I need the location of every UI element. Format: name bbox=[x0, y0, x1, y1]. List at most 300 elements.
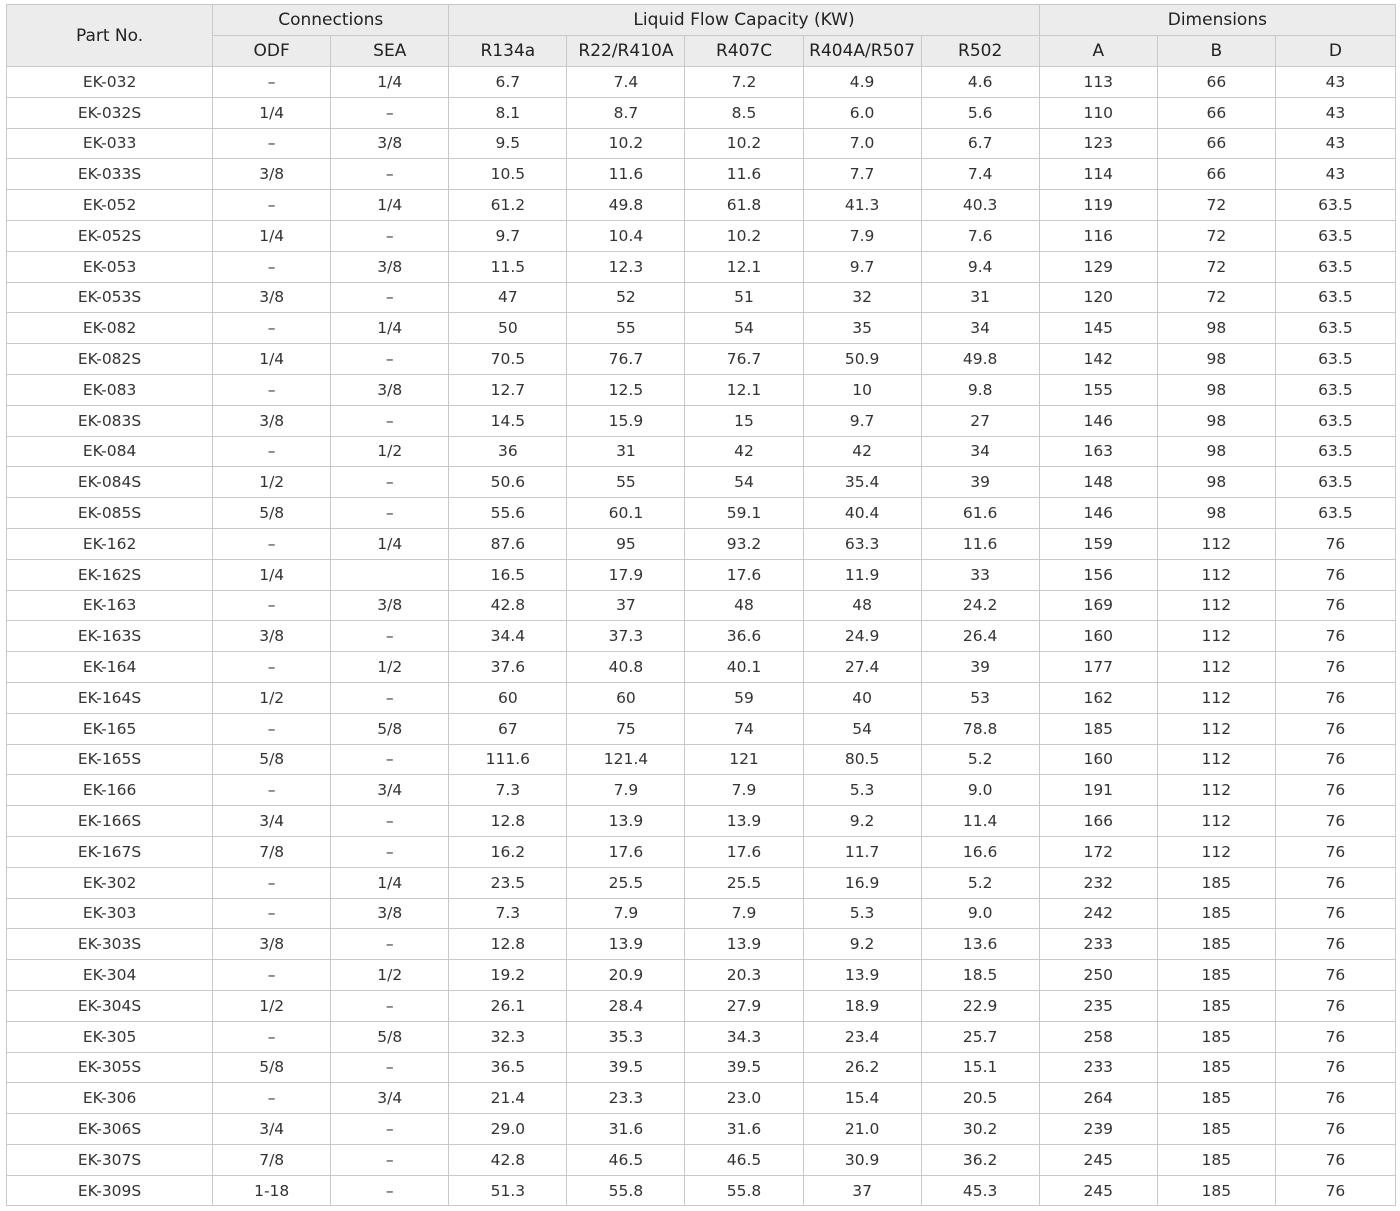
table-row bbox=[7, 159, 1396, 190]
r502-cell: 34 bbox=[921, 313, 1039, 344]
r404a-r507-cell: 80.5 bbox=[803, 744, 921, 775]
r407c-cell: 42 bbox=[685, 436, 803, 467]
r502-cell: 49.8 bbox=[921, 344, 1039, 375]
odf-cell: 5/8 bbox=[213, 498, 331, 529]
r502-cell: 31 bbox=[921, 282, 1039, 313]
odf-cell: – bbox=[213, 128, 331, 159]
dim-d-cell: 76 bbox=[1275, 867, 1395, 898]
table-row bbox=[7, 1021, 1396, 1052]
odf-cell: – bbox=[213, 1083, 331, 1114]
sea-cell: – bbox=[331, 806, 449, 837]
r502-cell: 22.9 bbox=[921, 990, 1039, 1021]
header-row-columns bbox=[7, 36, 1396, 67]
dim-b-cell: 185 bbox=[1157, 1144, 1275, 1175]
table-row bbox=[7, 282, 1396, 313]
r134a-cell: 11.5 bbox=[449, 251, 567, 282]
sea-cell: – bbox=[331, 282, 449, 313]
r407c-cell: 59 bbox=[685, 682, 803, 713]
dim-b-cell: 112 bbox=[1157, 590, 1275, 621]
r134a-cell: 34.4 bbox=[449, 621, 567, 652]
r502-cell: 9.4 bbox=[921, 251, 1039, 282]
spec-table bbox=[6, 4, 1396, 1206]
dim-a-cell: 129 bbox=[1039, 251, 1157, 282]
table-row bbox=[7, 960, 1396, 991]
r22-r410a-cell: 7.9 bbox=[567, 898, 685, 929]
r404a-r507-cell: 9.7 bbox=[803, 405, 921, 436]
sea-cell: – bbox=[331, 621, 449, 652]
r404a-r507-cell: 11.9 bbox=[803, 559, 921, 590]
dim-d-cell: 63.5 bbox=[1275, 436, 1395, 467]
sea-cell: 5/8 bbox=[331, 713, 449, 744]
r407c-cell: 74 bbox=[685, 713, 803, 744]
part-no-cell: EK-166 bbox=[7, 775, 213, 806]
odf-cell: – bbox=[213, 775, 331, 806]
dim-b-cell: 185 bbox=[1157, 1083, 1275, 1114]
dim-a-cell: 114 bbox=[1039, 159, 1157, 190]
r134a-cell: 10.5 bbox=[449, 159, 567, 190]
odf-cell: 1/4 bbox=[213, 559, 331, 590]
dim-d-cell: 76 bbox=[1275, 1052, 1395, 1083]
odf-cell: – bbox=[213, 374, 331, 405]
dim-d-cell: 63.5 bbox=[1275, 405, 1395, 436]
part-no-cell: EK-305 bbox=[7, 1021, 213, 1052]
col-header-r22-r410a: R22/R410A bbox=[567, 36, 685, 67]
sea-cell bbox=[331, 559, 449, 590]
dim-a-cell: 145 bbox=[1039, 313, 1157, 344]
r134a-cell: 12.7 bbox=[449, 374, 567, 405]
odf-cell: – bbox=[213, 436, 331, 467]
r407c-cell: 54 bbox=[685, 467, 803, 498]
r134a-cell: 61.2 bbox=[449, 190, 567, 221]
col-header-dim-b: B bbox=[1157, 36, 1275, 67]
part-no-cell: EK-166S bbox=[7, 806, 213, 837]
group-header-liquid-flow-capacity: Liquid Flow Capacity (KW) bbox=[449, 5, 1039, 36]
r502-cell: 39 bbox=[921, 467, 1039, 498]
odf-cell: 1/2 bbox=[213, 990, 331, 1021]
r134a-cell: 55.6 bbox=[449, 498, 567, 529]
r407c-cell: 7.2 bbox=[685, 67, 803, 98]
r134a-cell: 111.6 bbox=[449, 744, 567, 775]
r502-cell: 18.5 bbox=[921, 960, 1039, 991]
r134a-cell: 29.0 bbox=[449, 1114, 567, 1145]
r22-r410a-cell: 17.6 bbox=[567, 836, 685, 867]
r134a-cell: 8.1 bbox=[449, 97, 567, 128]
r22-r410a-cell: 17.9 bbox=[567, 559, 685, 590]
dim-b-cell: 185 bbox=[1157, 1052, 1275, 1083]
table-row bbox=[7, 1144, 1396, 1175]
sea-cell: 1/4 bbox=[331, 867, 449, 898]
part-no-cell: EK-082 bbox=[7, 313, 213, 344]
r407c-cell: 15 bbox=[685, 405, 803, 436]
dim-d-cell: 63.5 bbox=[1275, 251, 1395, 282]
r22-r410a-cell: 37.3 bbox=[567, 621, 685, 652]
odf-cell: – bbox=[213, 67, 331, 98]
dim-b-cell: 66 bbox=[1157, 97, 1275, 128]
r502-cell: 13.6 bbox=[921, 929, 1039, 960]
r134a-cell: 50.6 bbox=[449, 467, 567, 498]
sea-cell: 1/2 bbox=[331, 436, 449, 467]
r407c-cell: 10.2 bbox=[685, 128, 803, 159]
r502-cell: 9.0 bbox=[921, 775, 1039, 806]
dim-d-cell: 76 bbox=[1275, 836, 1395, 867]
r404a-r507-cell: 18.9 bbox=[803, 990, 921, 1021]
r22-r410a-cell: 8.7 bbox=[567, 97, 685, 128]
part-no-cell: EK-163 bbox=[7, 590, 213, 621]
dim-b-cell: 185 bbox=[1157, 929, 1275, 960]
r407c-cell: 7.9 bbox=[685, 898, 803, 929]
r22-r410a-cell: 121.4 bbox=[567, 744, 685, 775]
odf-cell: 3/4 bbox=[213, 806, 331, 837]
table-row bbox=[7, 128, 1396, 159]
odf-cell: 3/8 bbox=[213, 621, 331, 652]
table-row bbox=[7, 436, 1396, 467]
r22-r410a-cell: 55 bbox=[567, 313, 685, 344]
part-no-cell: EK-032 bbox=[7, 67, 213, 98]
dim-d-cell: 76 bbox=[1275, 960, 1395, 991]
table-row bbox=[7, 374, 1396, 405]
dim-b-cell: 72 bbox=[1157, 190, 1275, 221]
r134a-cell: 16.5 bbox=[449, 559, 567, 590]
dim-d-cell: 76 bbox=[1275, 1083, 1395, 1114]
r404a-r507-cell: 15.4 bbox=[803, 1083, 921, 1114]
dim-d-cell: 76 bbox=[1275, 775, 1395, 806]
dim-d-cell: 63.5 bbox=[1275, 220, 1395, 251]
r22-r410a-cell: 46.5 bbox=[567, 1144, 685, 1175]
part-no-cell: EK-052 bbox=[7, 190, 213, 221]
r22-r410a-cell: 13.9 bbox=[567, 806, 685, 837]
sea-cell: – bbox=[331, 1114, 449, 1145]
dim-a-cell: 142 bbox=[1039, 344, 1157, 375]
odf-cell: 1/4 bbox=[213, 344, 331, 375]
r407c-cell: 7.9 bbox=[685, 775, 803, 806]
r407c-cell: 13.9 bbox=[685, 929, 803, 960]
dim-d-cell: 43 bbox=[1275, 128, 1395, 159]
dim-d-cell: 76 bbox=[1275, 559, 1395, 590]
table-row bbox=[7, 836, 1396, 867]
table-row bbox=[7, 744, 1396, 775]
r404a-r507-cell: 7.7 bbox=[803, 159, 921, 190]
odf-cell: – bbox=[213, 652, 331, 683]
r502-cell: 53 bbox=[921, 682, 1039, 713]
part-no-cell: EK-165S bbox=[7, 744, 213, 775]
r407c-cell: 55.8 bbox=[685, 1175, 803, 1206]
r134a-cell: 47 bbox=[449, 282, 567, 313]
odf-cell: 5/8 bbox=[213, 1052, 331, 1083]
dim-b-cell: 185 bbox=[1157, 867, 1275, 898]
part-no-cell: EK-304 bbox=[7, 960, 213, 991]
r502-cell: 27 bbox=[921, 405, 1039, 436]
dim-a-cell: 123 bbox=[1039, 128, 1157, 159]
r22-r410a-cell: 49.8 bbox=[567, 190, 685, 221]
r407c-cell: 11.6 bbox=[685, 159, 803, 190]
table-row bbox=[7, 1114, 1396, 1145]
part-no-cell: EK-053 bbox=[7, 251, 213, 282]
r407c-cell: 27.9 bbox=[685, 990, 803, 1021]
part-no-cell: EK-306 bbox=[7, 1083, 213, 1114]
table-row bbox=[7, 528, 1396, 559]
table-body bbox=[7, 67, 1396, 1206]
odf-cell: – bbox=[213, 528, 331, 559]
table-row bbox=[7, 590, 1396, 621]
odf-cell: – bbox=[213, 1021, 331, 1052]
r404a-r507-cell: 41.3 bbox=[803, 190, 921, 221]
dim-a-cell: 185 bbox=[1039, 713, 1157, 744]
part-no-cell: EK-304S bbox=[7, 990, 213, 1021]
r134a-cell: 67 bbox=[449, 713, 567, 744]
table-row bbox=[7, 1175, 1396, 1206]
r502-cell: 11.6 bbox=[921, 528, 1039, 559]
dim-b-cell: 112 bbox=[1157, 713, 1275, 744]
r407c-cell: 23.0 bbox=[685, 1083, 803, 1114]
r134a-cell: 16.2 bbox=[449, 836, 567, 867]
r134a-cell: 32.3 bbox=[449, 1021, 567, 1052]
r22-r410a-cell: 40.8 bbox=[567, 652, 685, 683]
sea-cell: – bbox=[331, 929, 449, 960]
sea-cell: 1/4 bbox=[331, 190, 449, 221]
r22-r410a-cell: 55 bbox=[567, 467, 685, 498]
table-row bbox=[7, 344, 1396, 375]
r502-cell: 6.7 bbox=[921, 128, 1039, 159]
r502-cell: 61.6 bbox=[921, 498, 1039, 529]
dim-b-cell: 98 bbox=[1157, 436, 1275, 467]
dim-b-cell: 112 bbox=[1157, 559, 1275, 590]
sea-cell: 3/8 bbox=[331, 251, 449, 282]
dim-d-cell: 63.5 bbox=[1275, 313, 1395, 344]
r502-cell: 11.4 bbox=[921, 806, 1039, 837]
dim-a-cell: 264 bbox=[1039, 1083, 1157, 1114]
r404a-r507-cell: 50.9 bbox=[803, 344, 921, 375]
r22-r410a-cell: 55.8 bbox=[567, 1175, 685, 1206]
r502-cell: 36.2 bbox=[921, 1144, 1039, 1175]
r407c-cell: 31.6 bbox=[685, 1114, 803, 1145]
sea-cell: – bbox=[331, 990, 449, 1021]
dim-a-cell: 239 bbox=[1039, 1114, 1157, 1145]
r404a-r507-cell: 32 bbox=[803, 282, 921, 313]
odf-cell: 3/8 bbox=[213, 282, 331, 313]
part-no-cell: EK-305S bbox=[7, 1052, 213, 1083]
r404a-r507-cell: 54 bbox=[803, 713, 921, 744]
r404a-r507-cell: 26.2 bbox=[803, 1052, 921, 1083]
dim-d-cell: 76 bbox=[1275, 590, 1395, 621]
part-no-cell: EK-052S bbox=[7, 220, 213, 251]
r407c-cell: 93.2 bbox=[685, 528, 803, 559]
odf-cell: – bbox=[213, 590, 331, 621]
r22-r410a-cell: 15.9 bbox=[567, 405, 685, 436]
table-row bbox=[7, 621, 1396, 652]
r404a-r507-cell: 11.7 bbox=[803, 836, 921, 867]
r502-cell: 7.6 bbox=[921, 220, 1039, 251]
part-no-cell: EK-033S bbox=[7, 159, 213, 190]
dim-a-cell: 162 bbox=[1039, 682, 1157, 713]
table-row bbox=[7, 713, 1396, 744]
r22-r410a-cell: 31.6 bbox=[567, 1114, 685, 1145]
r22-r410a-cell: 37 bbox=[567, 590, 685, 621]
r404a-r507-cell: 10 bbox=[803, 374, 921, 405]
dim-a-cell: 235 bbox=[1039, 990, 1157, 1021]
odf-cell: – bbox=[213, 867, 331, 898]
sea-cell: – bbox=[331, 467, 449, 498]
r502-cell: 34 bbox=[921, 436, 1039, 467]
r502-cell: 45.3 bbox=[921, 1175, 1039, 1206]
r22-r410a-cell: 10.4 bbox=[567, 220, 685, 251]
dim-d-cell: 76 bbox=[1275, 744, 1395, 775]
dim-a-cell: 245 bbox=[1039, 1144, 1157, 1175]
part-no-cell: EK-302 bbox=[7, 867, 213, 898]
r22-r410a-cell: 13.9 bbox=[567, 929, 685, 960]
col-header-part-no: Part No. bbox=[7, 5, 213, 67]
col-header-r134a: R134a bbox=[449, 36, 567, 67]
sea-cell: 3/8 bbox=[331, 898, 449, 929]
dim-d-cell: 76 bbox=[1275, 990, 1395, 1021]
part-no-cell: EK-162 bbox=[7, 528, 213, 559]
r134a-cell: 26.1 bbox=[449, 990, 567, 1021]
group-header-connections: Connections bbox=[213, 5, 449, 36]
odf-cell: 1/4 bbox=[213, 97, 331, 128]
r502-cell: 26.4 bbox=[921, 621, 1039, 652]
r22-r410a-cell: 11.6 bbox=[567, 159, 685, 190]
r404a-r507-cell: 7.9 bbox=[803, 220, 921, 251]
r404a-r507-cell: 35.4 bbox=[803, 467, 921, 498]
table-row bbox=[7, 775, 1396, 806]
dim-a-cell: 169 bbox=[1039, 590, 1157, 621]
col-header-r407c: R407C bbox=[685, 36, 803, 67]
r404a-r507-cell: 48 bbox=[803, 590, 921, 621]
r502-cell: 5.2 bbox=[921, 867, 1039, 898]
r407c-cell: 34.3 bbox=[685, 1021, 803, 1052]
part-no-cell: EK-032S bbox=[7, 97, 213, 128]
sea-cell: 5/8 bbox=[331, 1021, 449, 1052]
table-row bbox=[7, 313, 1396, 344]
r407c-cell: 12.1 bbox=[685, 251, 803, 282]
dim-d-cell: 76 bbox=[1275, 1144, 1395, 1175]
r407c-cell: 61.8 bbox=[685, 190, 803, 221]
part-no-cell: EK-309S bbox=[7, 1175, 213, 1206]
sea-cell: 3/8 bbox=[331, 590, 449, 621]
r134a-cell: 37.6 bbox=[449, 652, 567, 683]
r134a-cell: 6.7 bbox=[449, 67, 567, 98]
part-no-cell: EK-167S bbox=[7, 836, 213, 867]
sea-cell: 1/4 bbox=[331, 67, 449, 98]
part-no-cell: EK-165 bbox=[7, 713, 213, 744]
dim-b-cell: 112 bbox=[1157, 806, 1275, 837]
sea-cell: 1/4 bbox=[331, 313, 449, 344]
r134a-cell: 12.8 bbox=[449, 806, 567, 837]
dim-d-cell: 76 bbox=[1275, 713, 1395, 744]
r22-r410a-cell: 75 bbox=[567, 713, 685, 744]
table-row bbox=[7, 559, 1396, 590]
part-no-cell: EK-083 bbox=[7, 374, 213, 405]
dim-d-cell: 43 bbox=[1275, 159, 1395, 190]
dim-b-cell: 185 bbox=[1157, 1114, 1275, 1145]
sea-cell: – bbox=[331, 405, 449, 436]
odf-cell: 1/2 bbox=[213, 682, 331, 713]
r134a-cell: 70.5 bbox=[449, 344, 567, 375]
r502-cell: 78.8 bbox=[921, 713, 1039, 744]
dim-d-cell: 76 bbox=[1275, 806, 1395, 837]
sea-cell: – bbox=[331, 97, 449, 128]
r22-r410a-cell: 52 bbox=[567, 282, 685, 313]
r134a-cell: 14.5 bbox=[449, 405, 567, 436]
dim-a-cell: 163 bbox=[1039, 436, 1157, 467]
dim-b-cell: 66 bbox=[1157, 159, 1275, 190]
dim-a-cell: 110 bbox=[1039, 97, 1157, 128]
dim-a-cell: 166 bbox=[1039, 806, 1157, 837]
r407c-cell: 25.5 bbox=[685, 867, 803, 898]
odf-cell: – bbox=[213, 190, 331, 221]
dim-a-cell: 233 bbox=[1039, 929, 1157, 960]
odf-cell: 1/4 bbox=[213, 220, 331, 251]
dim-b-cell: 185 bbox=[1157, 898, 1275, 929]
r502-cell: 20.5 bbox=[921, 1083, 1039, 1114]
r407c-cell: 8.5 bbox=[685, 97, 803, 128]
part-no-cell: EK-164S bbox=[7, 682, 213, 713]
dim-a-cell: 242 bbox=[1039, 898, 1157, 929]
part-no-cell: EK-083S bbox=[7, 405, 213, 436]
r134a-cell: 7.3 bbox=[449, 775, 567, 806]
dim-d-cell: 76 bbox=[1275, 1114, 1395, 1145]
r404a-r507-cell: 6.0 bbox=[803, 97, 921, 128]
dim-d-cell: 63.5 bbox=[1275, 190, 1395, 221]
dim-a-cell: 250 bbox=[1039, 960, 1157, 991]
dim-b-cell: 98 bbox=[1157, 467, 1275, 498]
r404a-r507-cell: 40 bbox=[803, 682, 921, 713]
r134a-cell: 36 bbox=[449, 436, 567, 467]
dim-a-cell: 160 bbox=[1039, 621, 1157, 652]
part-no-cell: EK-303S bbox=[7, 929, 213, 960]
r407c-cell: 13.9 bbox=[685, 806, 803, 837]
r22-r410a-cell: 76.7 bbox=[567, 344, 685, 375]
dim-d-cell: 76 bbox=[1275, 528, 1395, 559]
header-row-groups bbox=[7, 5, 1396, 36]
dim-b-cell: 66 bbox=[1157, 67, 1275, 98]
r404a-r507-cell: 27.4 bbox=[803, 652, 921, 683]
odf-cell: – bbox=[213, 313, 331, 344]
r404a-r507-cell: 5.3 bbox=[803, 775, 921, 806]
odf-cell: 7/8 bbox=[213, 1144, 331, 1175]
table-row bbox=[7, 251, 1396, 282]
r134a-cell: 19.2 bbox=[449, 960, 567, 991]
r404a-r507-cell: 42 bbox=[803, 436, 921, 467]
r22-r410a-cell: 28.4 bbox=[567, 990, 685, 1021]
r134a-cell: 60 bbox=[449, 682, 567, 713]
sea-cell: 3/4 bbox=[331, 1083, 449, 1114]
odf-cell: 5/8 bbox=[213, 744, 331, 775]
col-header-odf: ODF bbox=[213, 36, 331, 67]
sea-cell: – bbox=[331, 682, 449, 713]
dim-d-cell: 63.5 bbox=[1275, 467, 1395, 498]
sea-cell: 1/2 bbox=[331, 652, 449, 683]
odf-cell: 7/8 bbox=[213, 836, 331, 867]
dim-d-cell: 43 bbox=[1275, 97, 1395, 128]
r22-r410a-cell: 31 bbox=[567, 436, 685, 467]
table-row bbox=[7, 806, 1396, 837]
r502-cell: 4.6 bbox=[921, 67, 1039, 98]
sea-cell: – bbox=[331, 1175, 449, 1206]
r134a-cell: 36.5 bbox=[449, 1052, 567, 1083]
part-no-cell: EK-164 bbox=[7, 652, 213, 683]
sea-cell: – bbox=[331, 498, 449, 529]
dim-d-cell: 76 bbox=[1275, 898, 1395, 929]
part-no-cell: EK-306S bbox=[7, 1114, 213, 1145]
dim-a-cell: 232 bbox=[1039, 867, 1157, 898]
odf-cell: – bbox=[213, 898, 331, 929]
r134a-cell: 50 bbox=[449, 313, 567, 344]
dim-a-cell: 172 bbox=[1039, 836, 1157, 867]
r404a-r507-cell: 24.9 bbox=[803, 621, 921, 652]
r502-cell: 5.6 bbox=[921, 97, 1039, 128]
r404a-r507-cell: 9.2 bbox=[803, 806, 921, 837]
r22-r410a-cell: 35.3 bbox=[567, 1021, 685, 1052]
